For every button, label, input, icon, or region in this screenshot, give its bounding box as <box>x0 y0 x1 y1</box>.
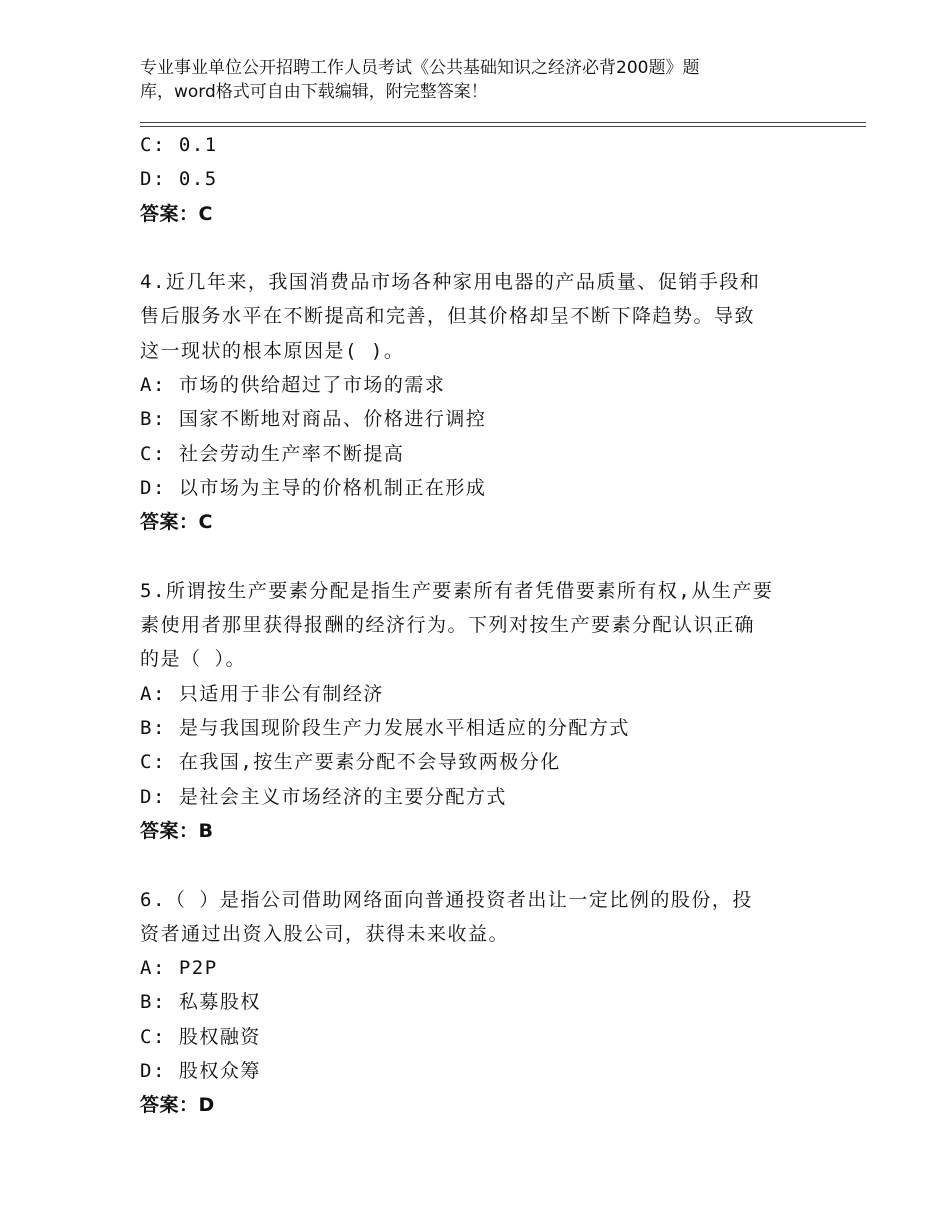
document-body <box>140 128 860 1123</box>
q4-stem-line: 这一现状的根本原因是( )。 <box>140 339 405 362</box>
q4-option-b: B: 国家不断地对商品、价格进行调控 <box>140 408 487 431</box>
q6-answer: 答案：D <box>140 1094 215 1117</box>
question-4 <box>140 265 860 539</box>
q6-option-a: A: P2P <box>140 957 218 980</box>
q6-option-b: B: 私募股权 <box>140 991 261 1014</box>
document-header <box>140 56 840 104</box>
question-3-tail <box>140 128 860 231</box>
q4-option-a: A: 市场的供给超过了市场的需求 <box>140 374 446 397</box>
q5-stem-line: 5.所谓按生产要素分配是指生产要素所有者凭借要素所有权,从生产要 <box>140 579 774 602</box>
header-divider-top <box>140 122 866 123</box>
q5-option-b: B: 是与我国现阶段生产力发展水平相适应的分配方式 <box>140 717 630 740</box>
q5-option-a: A: 只适用于非公有制经济 <box>140 682 384 705</box>
q6-option-c: C: 股权融资 <box>140 1025 261 1048</box>
q4-answer: 答案：C <box>140 511 213 534</box>
header-title-line-1: 专业事业单位公开招聘工作人员考试《公共基础知识之经济必背200题》题 <box>140 58 700 78</box>
q5-answer: 答案：B <box>140 819 214 842</box>
q5-option-c: C: 在我国,按生产要素分配不会导致两极分化 <box>140 751 561 774</box>
spacer <box>140 231 860 265</box>
q4-option-c: C: 社会劳动生产率不断提高 <box>140 442 405 465</box>
q3-option-d: D: 0.5 <box>140 168 218 191</box>
question-6 <box>140 883 860 1123</box>
spacer <box>140 540 860 574</box>
q3-answer: 答案：C <box>140 202 213 225</box>
spacer <box>140 848 860 882</box>
q6-stem-line: 6.（ ）是指公司借助网络面向普通投资者出让一定比例的股份，投 <box>140 888 753 911</box>
q5-option-d: D: 是社会主义市场经济的主要分配方式 <box>140 785 507 808</box>
header-title-line-2: 库，word格式可自由下载编辑，附完整答案！ <box>140 82 488 102</box>
q4-option-d: D: 以市场为主导的价格机制正在形成 <box>140 476 487 499</box>
q4-stem-line: 售后服务水平在不断提高和完善，但其价格却呈不断下降趋势。导致 <box>140 305 756 328</box>
question-5 <box>140 574 860 848</box>
q6-option-d: D: 股权众筹 <box>140 1060 261 1083</box>
header-divider-bottom <box>140 126 866 127</box>
q5-stem-line: 的是（ ）。 <box>140 648 246 671</box>
q4-stem-line: 4.近几年来，我国消费品市场各种家用电器的产品质量、促销手段和 <box>140 271 761 294</box>
q3-option-c: C: 0.1 <box>140 134 218 156</box>
q6-stem-line: 资者通过出资入股公司，获得未来收益。 <box>140 922 510 945</box>
q5-stem-line: 素使用者那里获得报酬的经济行为。下列对按生产要素分配认识正确 <box>140 614 756 637</box>
